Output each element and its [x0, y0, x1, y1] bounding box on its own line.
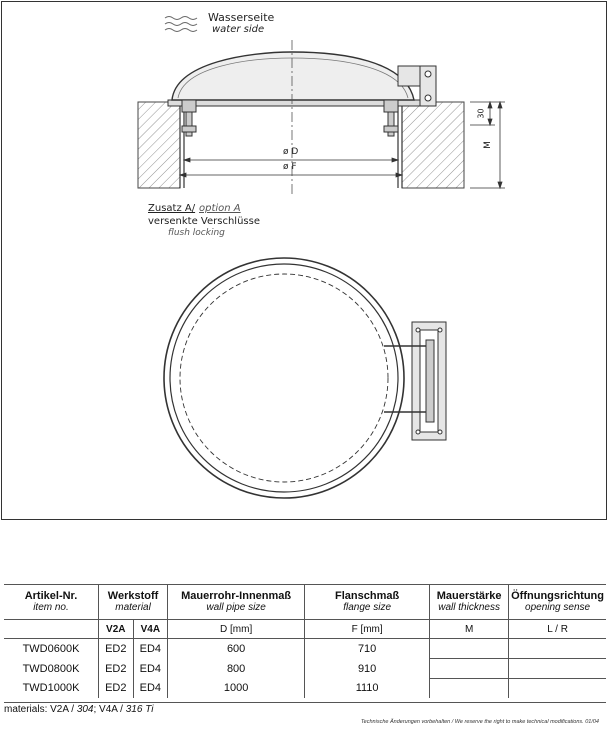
cell-item: TWD1000K [4, 679, 99, 699]
cell-v4a: ED4 [133, 679, 168, 699]
cell-lr[interactable] [509, 639, 606, 659]
header-material: Werkstoff material [99, 585, 168, 620]
dome-lid [172, 52, 414, 100]
cell-v2a: ED2 [99, 659, 134, 679]
cell-d: 800 [168, 659, 305, 679]
option-label-de: Zusatz A/ [148, 203, 196, 214]
table-unit-row [4, 620, 606, 639]
dimension-f-label: ø F [283, 162, 297, 172]
plan-hinge-icon [384, 322, 446, 440]
unit-f: F [mm] [305, 620, 430, 639]
spec-table [4, 585, 606, 698]
cell-f: 910 [305, 659, 430, 679]
modification-notice: Technische Änderungen vorbehalten / We reserve the right to make technical modifications. 01/04 [360, 719, 599, 725]
unit-v4a: V4A [133, 620, 168, 639]
cell-m[interactable] [430, 659, 509, 679]
dimension-30-label: 30 [476, 108, 486, 119]
water-side-label-en: water side [212, 24, 265, 35]
water-waves-icon [165, 17, 197, 32]
unit-v2a: V2A [99, 620, 134, 639]
header-flange-size: Flanschmaß flange size [305, 585, 430, 620]
materials-note: materials: V2A / 304; V4A / 316 Ti [4, 704, 154, 715]
table-row [4, 679, 606, 699]
header-wall-thickness: Mauerstärke wall thickness [430, 585, 509, 620]
cell-v2a: ED2 [99, 679, 134, 699]
cell-f: 1110 [305, 679, 430, 699]
cell-v2a: ED2 [99, 639, 134, 659]
cell-v4a: ED4 [133, 639, 168, 659]
dimension-f [180, 173, 402, 177]
cell-d: 600 [168, 639, 305, 659]
plan-view-cover [164, 258, 404, 498]
flush-label-en: flush locking [168, 228, 225, 238]
cell-lr[interactable] [509, 659, 606, 679]
unit-lr: L / R [509, 620, 606, 639]
cell-item: TWD0800K [4, 659, 99, 679]
water-side-label-de: Wasserseite [208, 11, 275, 24]
cell-v4a: ED4 [133, 659, 168, 679]
table-header-row [4, 585, 606, 620]
cell-lr[interactable] [509, 679, 606, 699]
header-opening-sense: Öffnungsrichtung opening sense [509, 585, 606, 620]
header-item-no: Artikel-Nr. item no. [4, 585, 99, 620]
table-row [4, 639, 606, 659]
flush-label-de: versenkte Verschlüsse [148, 216, 260, 227]
option-label-en: option A [199, 203, 241, 214]
dimension-d-label: ø D [283, 147, 299, 157]
dimension-m-label: M [482, 141, 493, 149]
unit-item [4, 620, 99, 639]
locking-bolt-right-icon [384, 100, 398, 136]
table-row [4, 659, 606, 679]
cell-d: 1000 [168, 679, 305, 699]
unit-d: D [mm] [168, 620, 305, 639]
table-bottom-rule [4, 702, 606, 703]
header-wall-pipe-size: Mauerrohr-Innenmaß wall pipe size [168, 585, 305, 620]
cell-item: TWD0600K [4, 639, 99, 659]
cell-m[interactable] [430, 679, 509, 699]
cell-f: 710 [305, 639, 430, 659]
unit-m: M [430, 620, 509, 639]
cell-m[interactable] [430, 639, 509, 659]
